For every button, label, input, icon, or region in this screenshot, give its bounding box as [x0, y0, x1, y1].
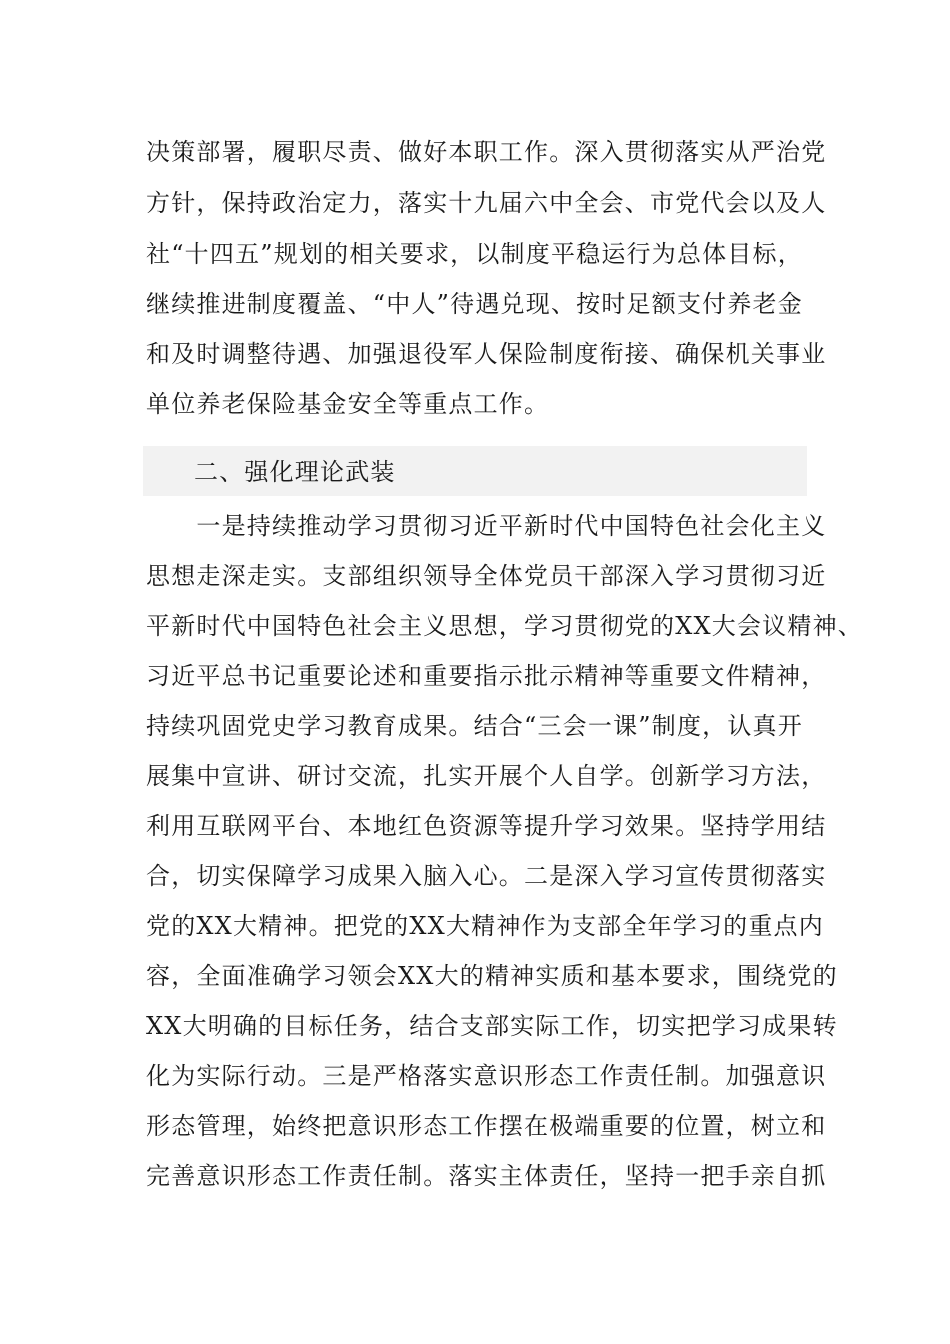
text-line: 方针，保持政治定力，落实十九届六中全会、市党代会以及人 — [146, 189, 827, 217]
text-line: 形态管理，始终把意识形态工作摆在极端重要的位置，树立和 — [146, 1112, 827, 1140]
text-line: 化为实际行动。三是严格落实意识形态工作责任制。加强意识 — [146, 1062, 827, 1090]
text-line: 利用互联网平台、本地红色资源等提升学习效果。坚持学用结 — [146, 812, 827, 840]
text-line: 习近平总书记重要论述和重要指示批示精神等重要文件精神， — [146, 662, 827, 690]
text-line: 和及时调整待遇、加强退役军人保险制度衔接、确保机关事业 — [146, 340, 827, 368]
text-line: 合，切实保障学习成果入脑入心。二是深入学习宣传贯彻落实 — [146, 862, 827, 890]
text-line: XX大明确的目标任务，结合支部实际工作，切实把学习成果转 — [146, 1012, 838, 1040]
text-line: 决策部署，履职尽责、做好本职工作。深入贯彻落实从严治党 — [146, 138, 827, 166]
text-line: 单位养老保险基金安全等重点工作。 — [146, 390, 550, 418]
text-line: 平新时代中国特色社会主义思想，学习贯彻党的XX大会议精神、 — [146, 612, 863, 640]
text-line: 继续推进制度覆盖、“中人”待遇兑现、按时足额支付养老金 — [146, 290, 803, 318]
text-line: 容，全面准确学习领会XX大的精神实质和基本要求，围绕党的 — [146, 962, 838, 990]
text-line: 一是持续推动学习贯彻习近平新时代中国特色社会化主义 — [146, 512, 827, 540]
text-line: 社“十四五”规划的相关要求，以制度平稳运行为总体目标， — [146, 240, 803, 268]
text-line: 展集中宣讲、研讨交流，扎实开展个人自学。创新学习方法， — [146, 762, 827, 790]
text-line: 完善意识形态工作责任制。落实主体责任，坚持一把手亲自抓 — [146, 1162, 827, 1190]
text-line: 思想走深走实。支部组织领导全体党员干部深入学习贯彻习近 — [146, 562, 827, 590]
text-line: 持续巩固党史学习教育成果。结合“三会一课”制度，认真开 — [146, 712, 803, 740]
section-heading: 二、强化理论武装 — [194, 458, 396, 486]
text-line: 党的XX大精神。把党的XX大精神作为支部全年学习的重点内 — [146, 912, 824, 940]
